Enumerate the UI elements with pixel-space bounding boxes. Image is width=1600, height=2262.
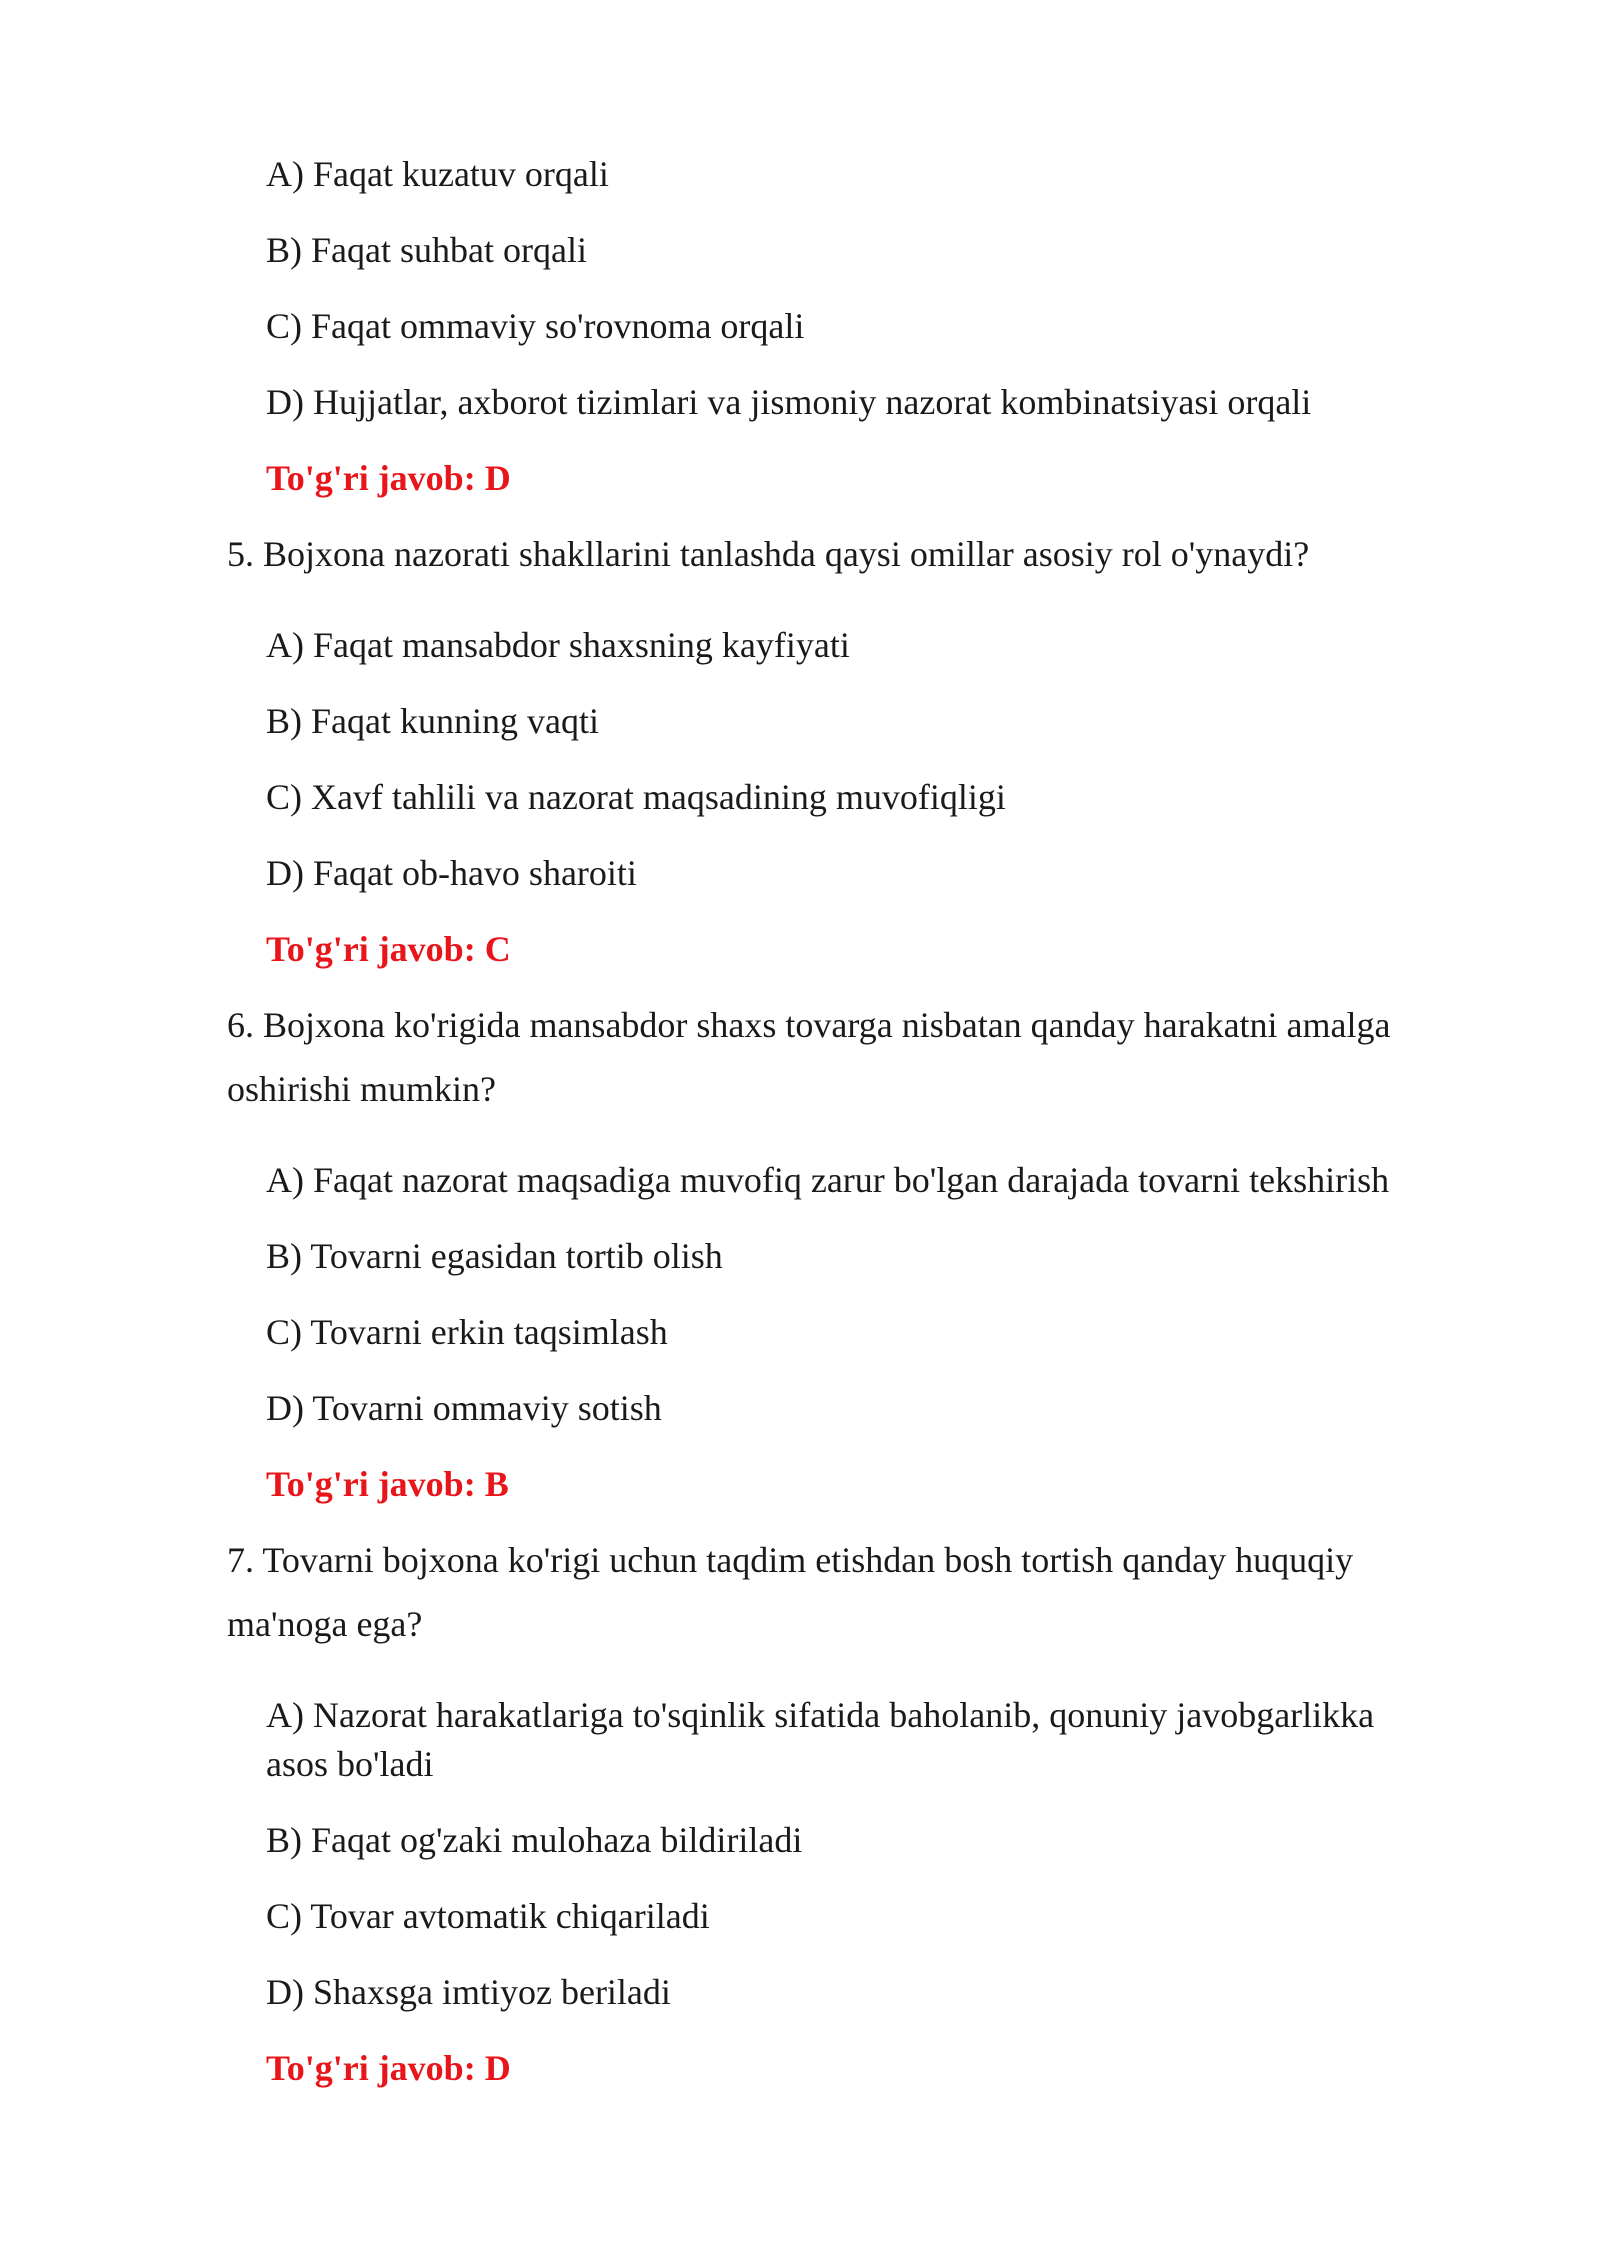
answer-7: To'g'ri javob: D: [266, 2048, 511, 2088]
option-7c: C) Tovar avtomatik chiqariladi: [266, 1896, 710, 1936]
option-4c: C) Faqat ommaviy so'rovnoma orqali: [266, 306, 805, 346]
question-6-line2: oshirishi mumkin?: [227, 1069, 496, 1109]
option-5a: A) Faqat mansabdor shaxsning kayfiyati: [266, 625, 850, 665]
question-5: 5. Bojxona nazorati shakllarini tanlashda qaysi omillar asosiy rol o'ynaydi?: [227, 534, 1310, 574]
option-7d: D) Shaxsga imtiyoz beriladi: [266, 1972, 671, 2012]
option-4a: A) Faqat kuzatuv orqali: [266, 154, 609, 194]
answer-4: To'g'ri javob: D: [266, 458, 511, 498]
option-7a-line1: A) Nazorat harakatlariga to'sqinlik sifatida baholanib, qonuniy javobgarlikka: [266, 1695, 1375, 1735]
option-5d: D) Faqat ob-havo sharoiti: [266, 853, 637, 893]
question-7-line2: ma'noga ega?: [227, 1604, 423, 1644]
question-7-line1: 7. Tovarni bojxona ko'rigi uchun taqdim etishdan bosh tortish qanday huquqiy: [227, 1540, 1354, 1580]
answer-5: To'g'ri javob: C: [266, 929, 511, 969]
option-5c: C) Xavf tahlili va nazorat maqsadining muvofiqligi: [266, 777, 1006, 817]
option-6a: A) Faqat nazorat maqsadiga muvofiq zarur bo'lgan darajada tovarni tekshirish: [266, 1160, 1390, 1200]
option-4d: D) Hujjatlar, axborot tizimlari va jismoniy nazorat kombinatsiyasi orqali: [266, 382, 1312, 422]
answer-6: To'g'ri javob: B: [266, 1464, 509, 1504]
option-6d: D) Tovarni ommaviy sotish: [266, 1388, 662, 1428]
question-6-line1: 6. Bojxona ko'rigida mansabdor shaxs tovarga nisbatan qanday harakatni amalga: [227, 1005, 1391, 1045]
option-7b: B) Faqat og'zaki mulohaza bildiriladi: [266, 1820, 803, 1860]
option-5b: B) Faqat kunning vaqti: [266, 701, 599, 741]
option-6b: B) Tovarni egasidan tortib olish: [266, 1236, 723, 1276]
option-7a-line2: asos bo'ladi: [266, 1744, 434, 1784]
option-4b: B) Faqat suhbat orqali: [266, 230, 587, 270]
option-6c: C) Tovarni erkin taqsimlash: [266, 1312, 668, 1352]
